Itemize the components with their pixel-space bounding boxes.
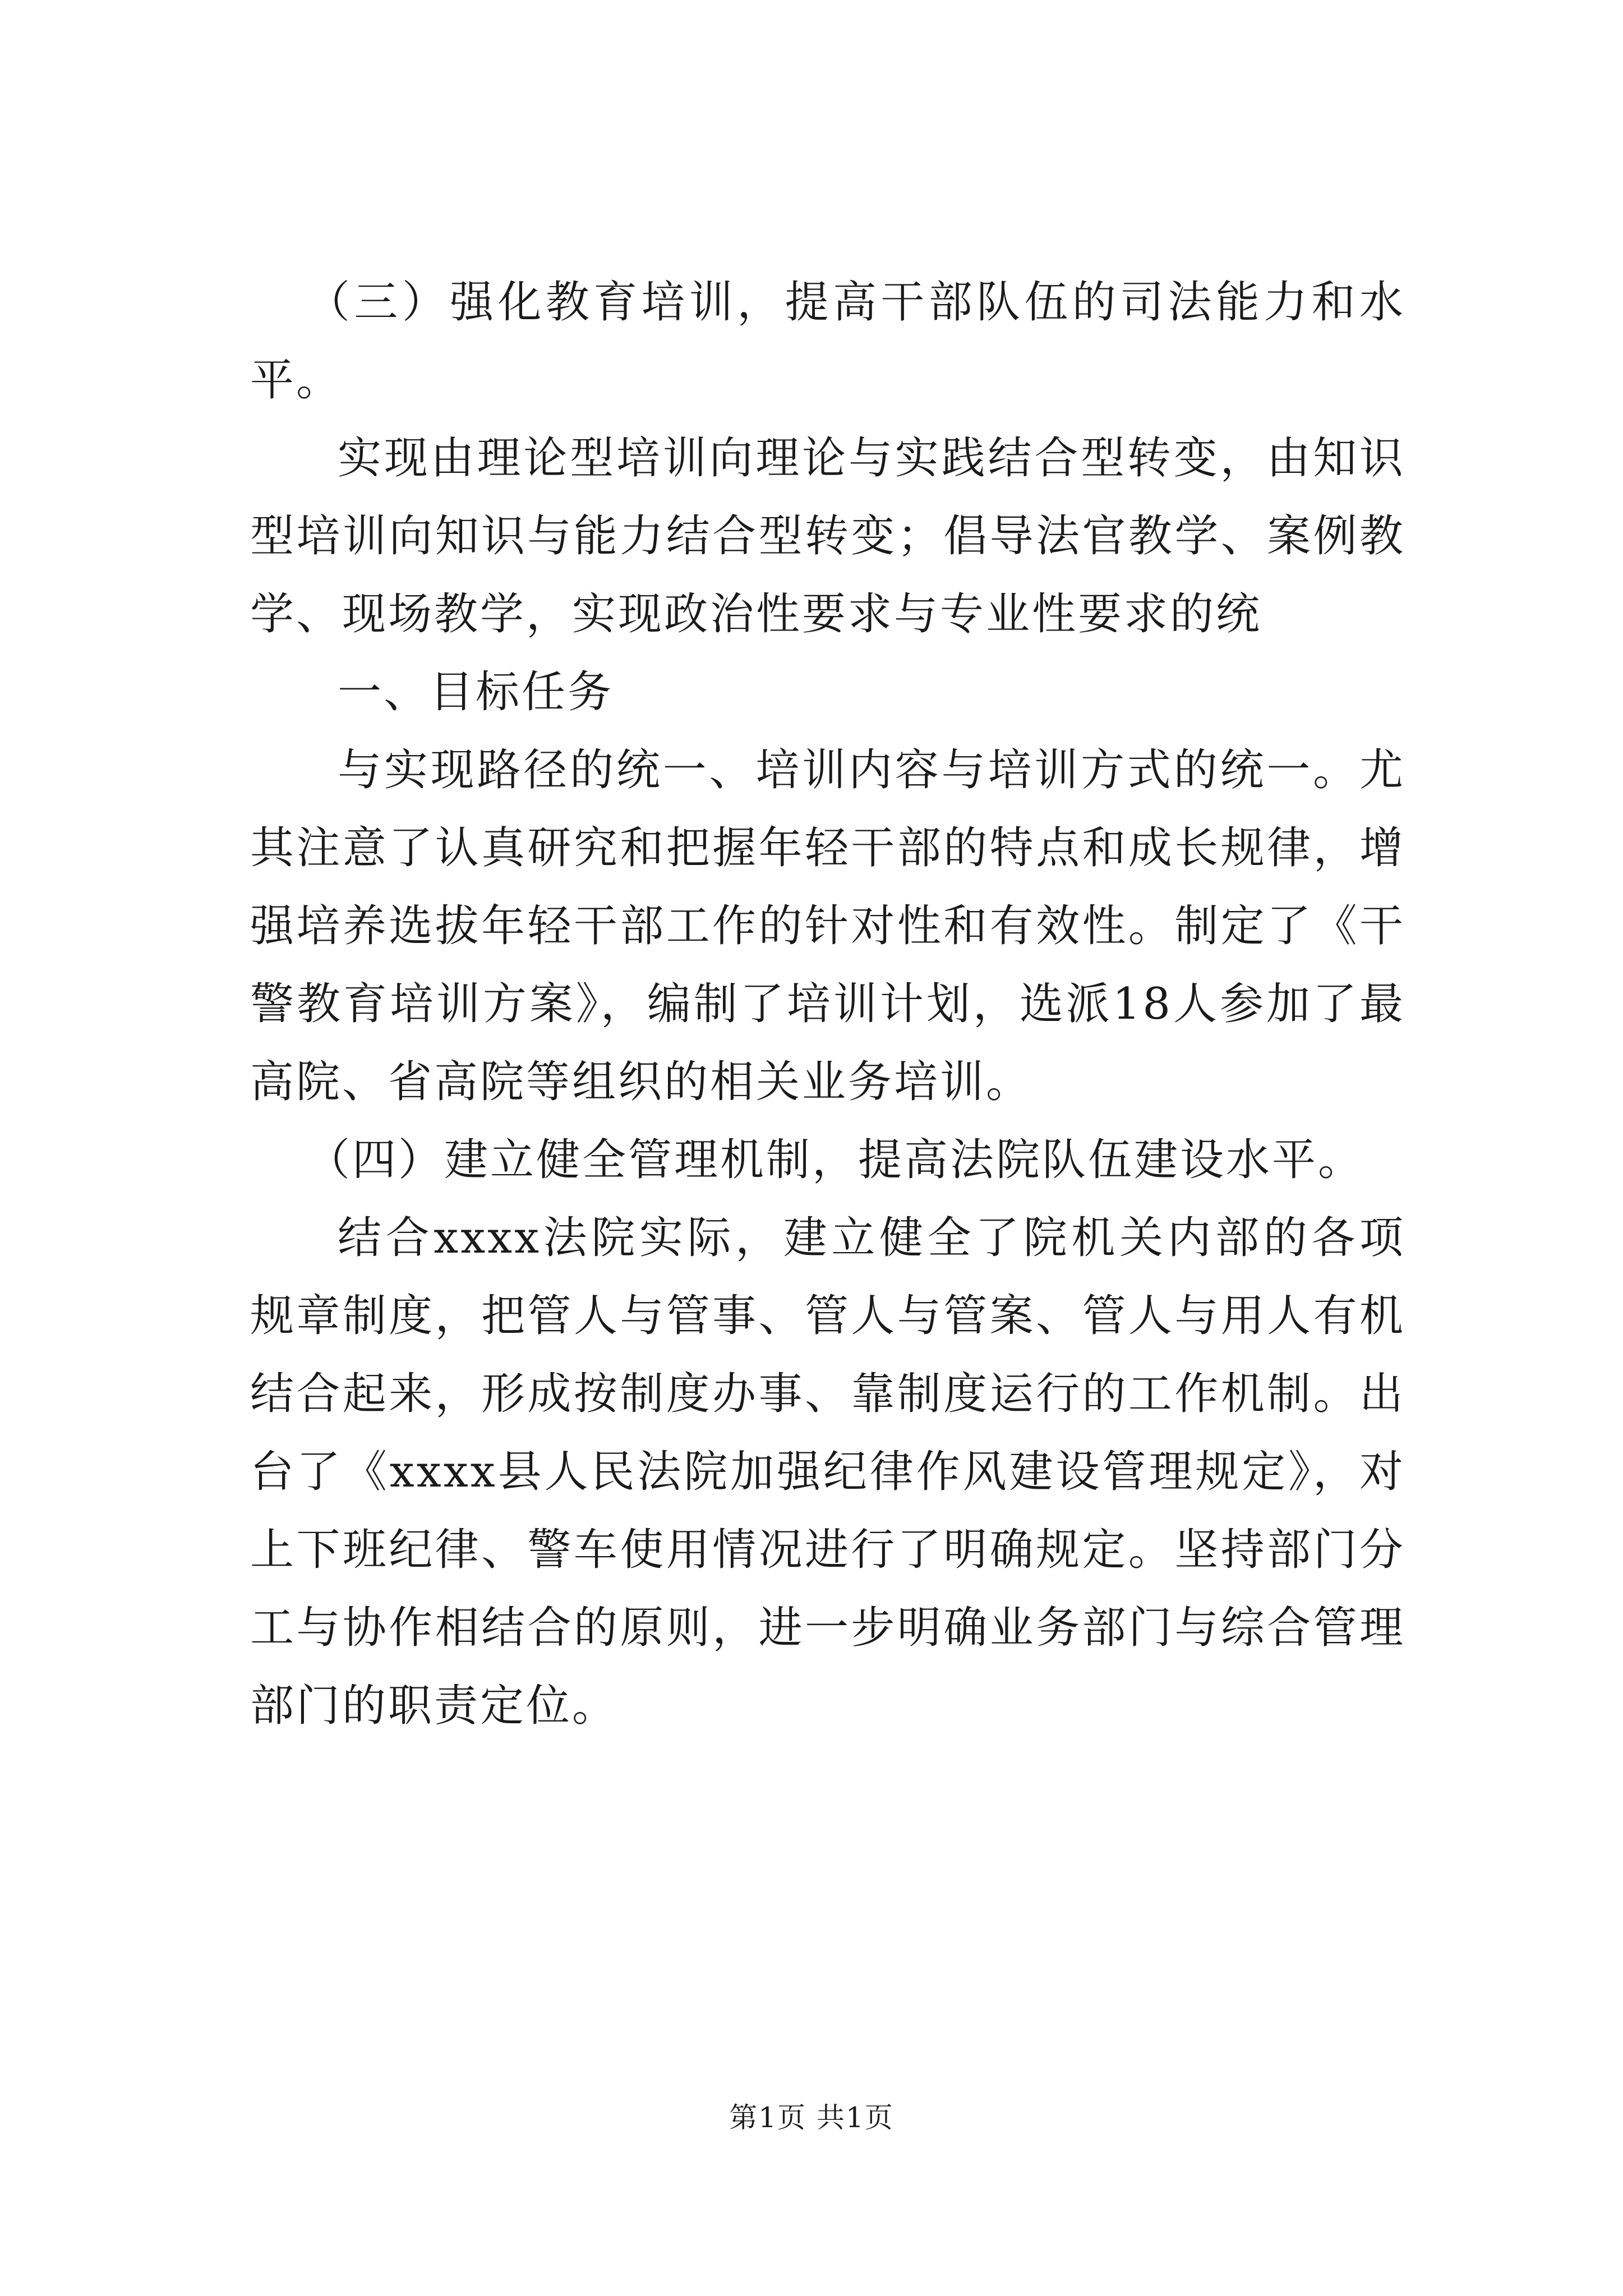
- document-body: [250, 264, 1405, 1745]
- section-heading-goals: 一、目标任务: [338, 667, 614, 717]
- body-paragraph: 与实现路径的统一、培训内容与培训方式的统一。尤其注意了认真研究和把握年轻干部的特点和成长规律，增强培养选拔年轻干部工作的针对性和有效性。制定了《干警教育培训方案》，编制了培训计划，选派18人参加了最高院、省高院等组织的相关业务培训。: [250, 745, 1405, 1107]
- body-paragraph: 实现由理论型培训向理论与实践结合型转变，由知识型培训向知识与能力结合型转变；倡导法官教学、案例教学、现场教学，实现政治性要求与专业性要求的统: [250, 433, 1405, 639]
- page-footer: 第1页 共1页: [729, 2101, 894, 2134]
- section-heading-3: （三）强化教育培训，提高干部队伍的司法能力和水平。: [250, 277, 1405, 406]
- section-heading-4: （四）建立健全管理机制，提高法院队伍建设水平。: [306, 1135, 1364, 1185]
- body-paragraph: 结合xxxx法院实际，建立健全了院机关内部的各项规章制度，把管人与管事、管人与管案、管人与用人有机结合起来，形成按制度办事、靠制度运行的工作机制。出台了《xxxx县人民法院加强纪律作风建设管理规定》，对上下班纪律、警车使用情况进行了明确规定。坚持部门分工与协作相结合的原则，进一步明确业务部门与综合管理部门的职责定位。: [250, 1213, 1405, 1731]
